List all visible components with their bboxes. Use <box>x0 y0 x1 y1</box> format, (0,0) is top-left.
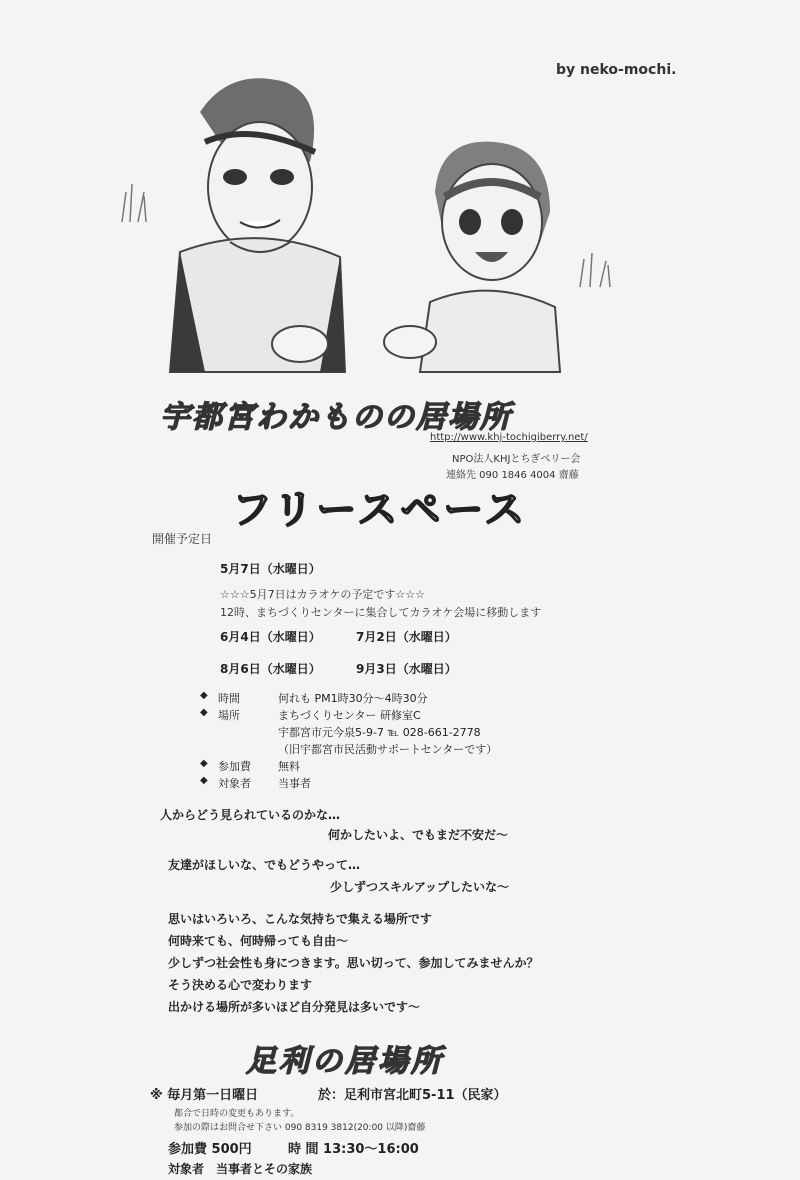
message-paragraph: そう決める心で変わります <box>168 978 313 992</box>
message-line: 人からどう見られているのかな… <box>160 808 341 822</box>
diamond-icon: ◆ <box>200 690 208 701</box>
target-label: 対象者 <box>218 777 251 790</box>
author-credit: by neko-mochi. <box>556 62 677 78</box>
character-left <box>170 78 345 372</box>
date-may: 5月7日（水曜日） <box>220 562 321 576</box>
diamond-icon: ◆ <box>200 707 208 718</box>
message-paragraph: 思いはいろいろ、こんな気持ちで集える場所です <box>168 912 432 926</box>
place-value: まちづくりセンター 研修室C <box>278 709 421 722</box>
schedule-label: 開催予定日 <box>152 532 213 546</box>
illustration-two-characters <box>110 72 630 392</box>
date-july: 7月2日（水曜日） <box>356 630 457 644</box>
organization-name: NPO法人KHJとちぎベリー会 <box>452 454 581 465</box>
ashikaga-target: 対象者 当事者とその家族 <box>168 1162 313 1176</box>
ashikaga-time: 時 間 13:30～16:00 <box>288 1142 419 1157</box>
ashikaga-venue: 於：足利市宮北町5-11（民家） <box>318 1088 507 1103</box>
ashikaga-note: 都合で日時の変更もあります。 <box>174 1109 300 1119</box>
ashikaga-fee: 参加費 500円 <box>168 1142 252 1157</box>
meeting-note: 12時、まちづくりセンターに集合してカラオケ会場に移動します <box>220 606 542 619</box>
target-value: 当事者 <box>278 777 311 790</box>
time-label: 時間 <box>218 692 240 705</box>
fee-label: 参加費 <box>218 760 251 773</box>
ashikaga-schedule: ※ 毎月第一日曜日 <box>150 1088 259 1103</box>
place-label: 場所 <box>218 709 240 722</box>
address: 宇都宮市元今泉5-9-7 ℡ 028-661-2778 <box>278 726 481 739</box>
ashikaga-inquiry: 参加の際はお問合せ下さい 090 8319 3812(20:00 以降)齋藤 <box>174 1123 426 1133</box>
diamond-icon: ◆ <box>200 758 208 769</box>
diamond-icon: ◆ <box>200 775 208 786</box>
time-value: 何れも PM1時30分～4時30分 <box>278 692 428 705</box>
former-name: （旧宇都宮市民活動サポートセンターです） <box>278 743 498 756</box>
karaoke-note: ☆☆☆5月7日はカラオケの予定です☆☆☆ <box>220 588 425 601</box>
date-august: 8月6日（水曜日） <box>220 662 321 676</box>
ashikaga-title: 足利の居場所 <box>246 1044 444 1079</box>
fee-value: 無料 <box>278 760 300 773</box>
message-paragraph: 何時来ても、何時帰っても自由～ <box>168 934 349 948</box>
message-line: 友達がほしいな、でもどうやって… <box>168 858 361 872</box>
date-june: 6月4日（水曜日） <box>220 630 321 644</box>
message-paragraph: 出かける場所が多いほど自分発見は多いです～ <box>168 1000 421 1014</box>
website-link[interactable]: http://www.khj-tochigiberry.net/ <box>430 432 588 443</box>
message-line: 何かしたいよ、でもまだ不安だ～ <box>328 828 509 842</box>
event-name: フリースペース <box>232 487 528 533</box>
message-paragraph: 少しずつ社会性も身につきます。思い切って、参加してみませんか？ <box>168 956 539 970</box>
character-right <box>384 142 560 372</box>
page-title: 宇都宮わかものの居場所 <box>160 400 512 435</box>
date-september: 9月3日（水曜日） <box>356 662 457 676</box>
message-line: 少しずつスキルアップしたいな～ <box>330 880 510 894</box>
contact-info: 連絡先 090 1846 4004 齋藤 <box>446 470 579 481</box>
